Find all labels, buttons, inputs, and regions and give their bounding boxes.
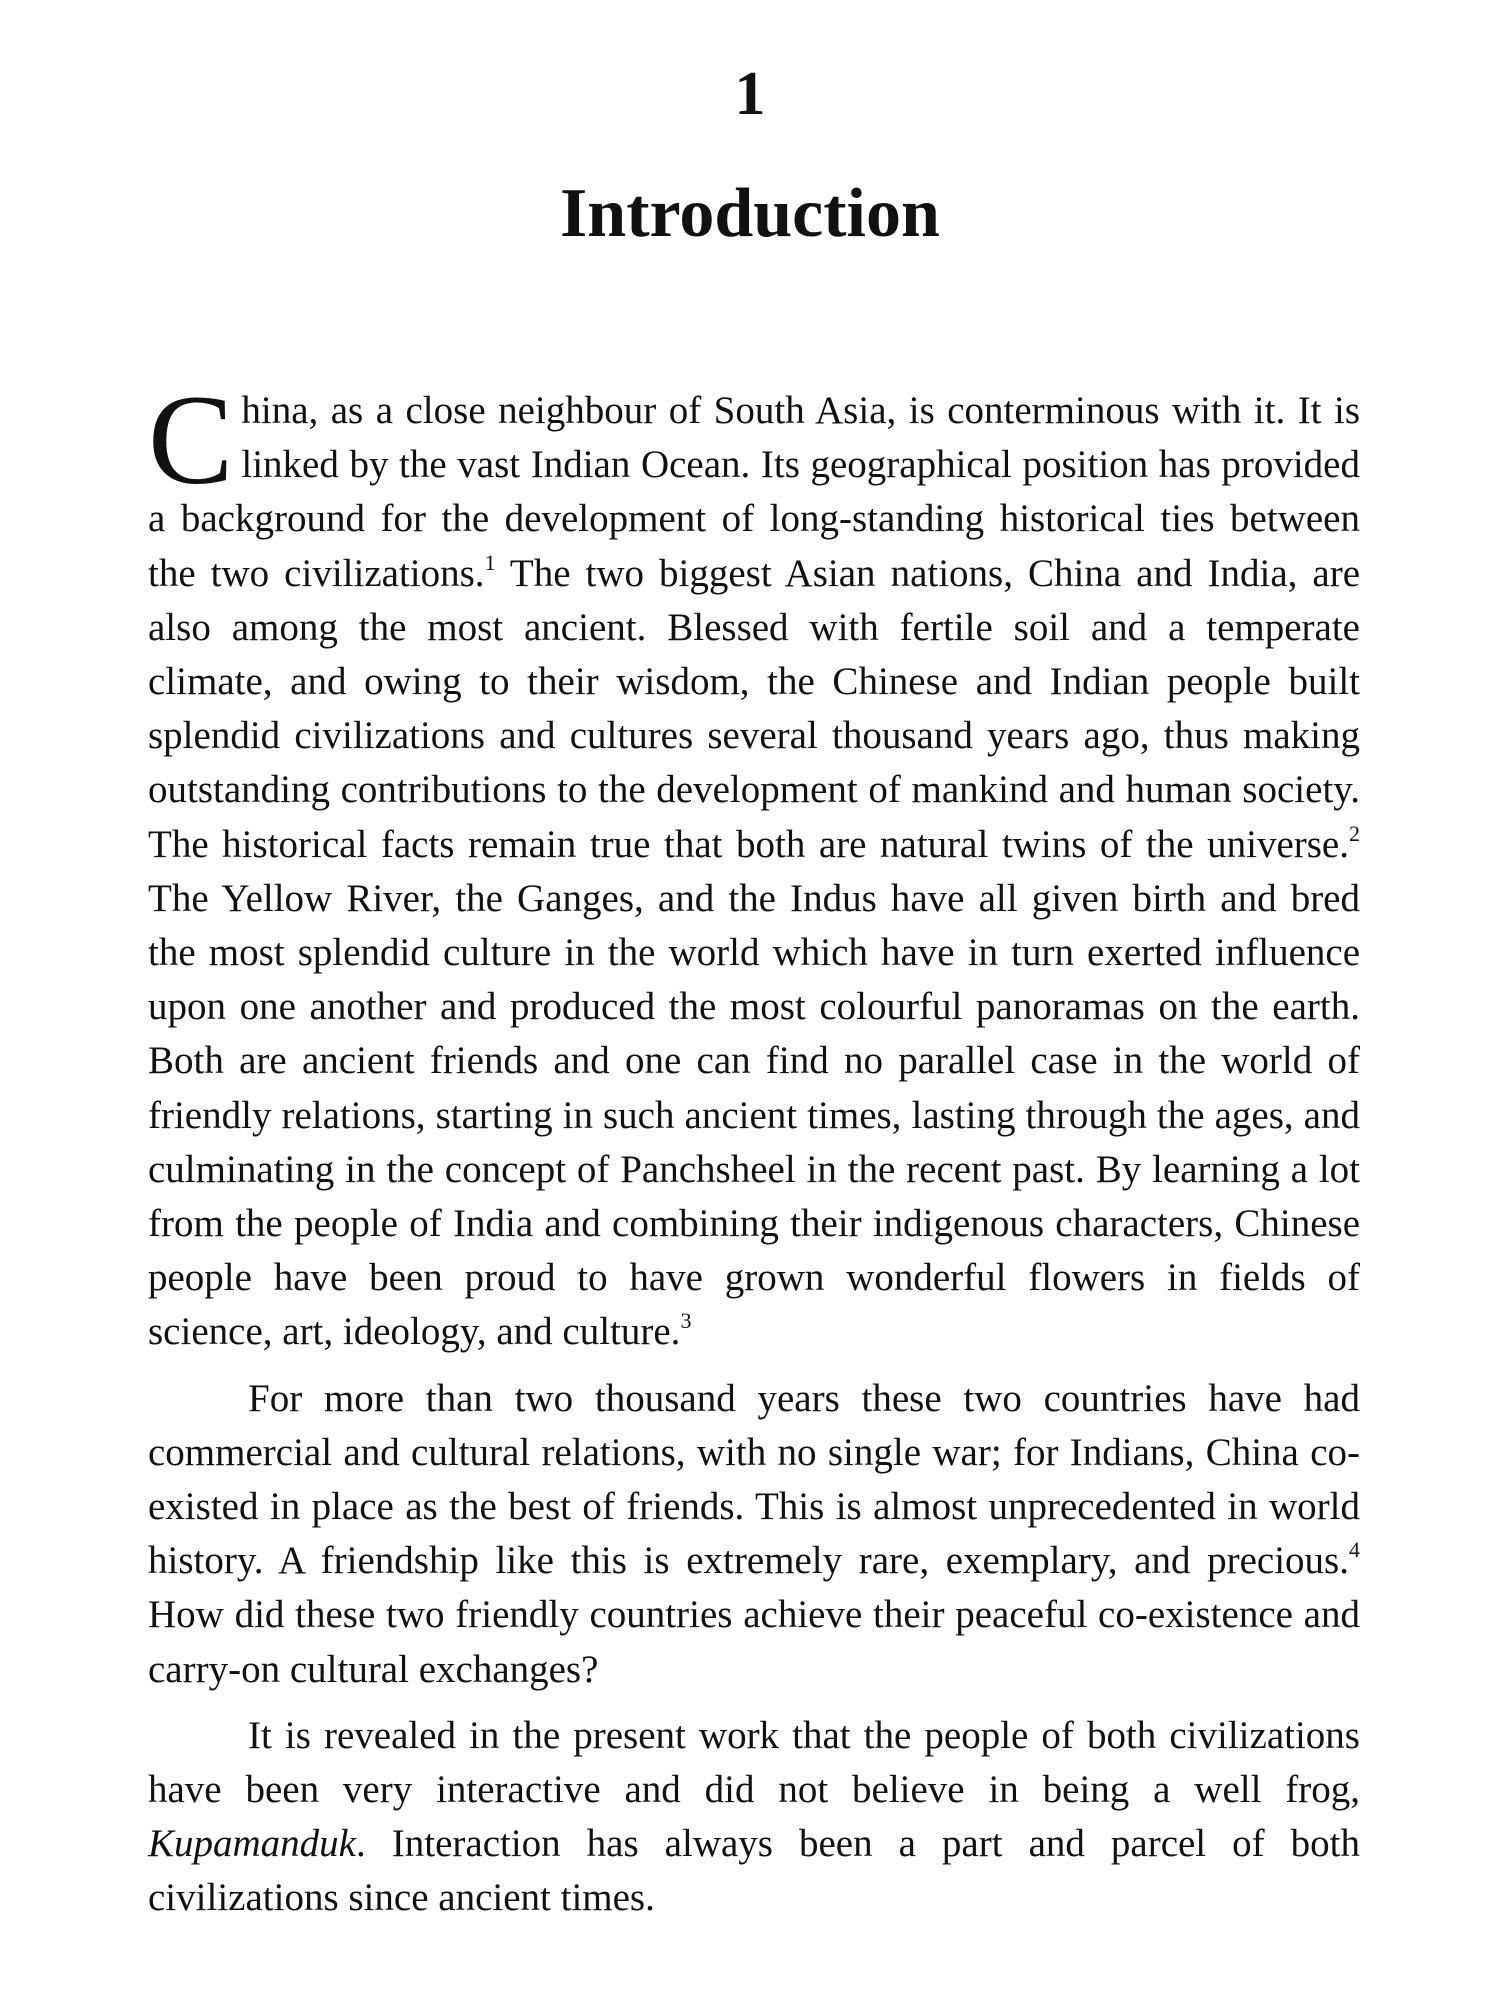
paragraph-text: The two biggest Asian nations, China and India, are also among the most ancient. Blessed with fertile soil and a temperate climate, and owing to their wisdom, the Chinese and Indian people built splendid civilizations and cultures several thousand years ago, thus making outstanding contributions to the development of mankind and human society. The historical facts remain true that both are natural twins of the universe. <box>148 551 1361 866</box>
paragraph-1 <box>148 369 1361 1360</box>
drop-cap: C <box>148 369 234 511</box>
paragraph-2 <box>148 1372 1360 1697</box>
paragraph-text: For more than two thousand years these two countries have had commercial and cultural relations, with no single war; for Indians, China co-existed in place as the best of friends. This is almost unprecedented in world history. A friendship like this is extremely rare, exemplary, and precious. <box>148 1376 1360 1583</box>
chapter-title: Introduction <box>560 175 940 252</box>
chapter-body <box>148 369 1361 1926</box>
footnote-ref-2[interactable]: 2 <box>1349 820 1360 846</box>
paragraph-text: How did these two friendly countries achieve their peaceful co-existence and carry-on cultural exchanges? <box>148 1593 1360 1691</box>
footnote-ref-4[interactable]: 4 <box>1349 1537 1360 1563</box>
footnote-ref-3[interactable]: 3 <box>680 1308 692 1334</box>
footnote-ref-1[interactable]: 1 <box>484 549 496 575</box>
paragraph-text: The Yellow River, the Ganges, and the Indus have all given birth and bred the most splendid culture in the world which have in turn exerted influence upon one another and produced the most colourful panoramas on the earth. Both are ancient friends and one can find no parallel case in the world of friendly relations, starting in such ancient times, lasting through the ages, and culminating in the concept of Panchsheel in the recent past. By learning a lot from the people of India and combining their indigenous characters, Chinese people have been proud to have grown wonderful flowers in fields of science, art, ideology, and culture. <box>148 876 1360 1354</box>
paragraph-text: . Interaction has always been a part and parcel of both civilizations since ancient times. <box>148 1822 1360 1920</box>
paragraph-text: It is revealed in the present work that the people of both civilizations have been very interactive and did not believe in being a well frog, <box>148 1713 1360 1812</box>
chapter-number: 1 <box>734 60 766 128</box>
paragraph-3 <box>148 1709 1360 1926</box>
paragraph-text: hina, as a close neighbour of South Asia, is conterminous with it. It is linked by the vast Indian Ocean. Its geographical position has provided a background for the development of long-standing historical ties between the two civilizations. <box>148 389 1360 595</box>
italic-term: Kupamanduk <box>148 1822 356 1866</box>
